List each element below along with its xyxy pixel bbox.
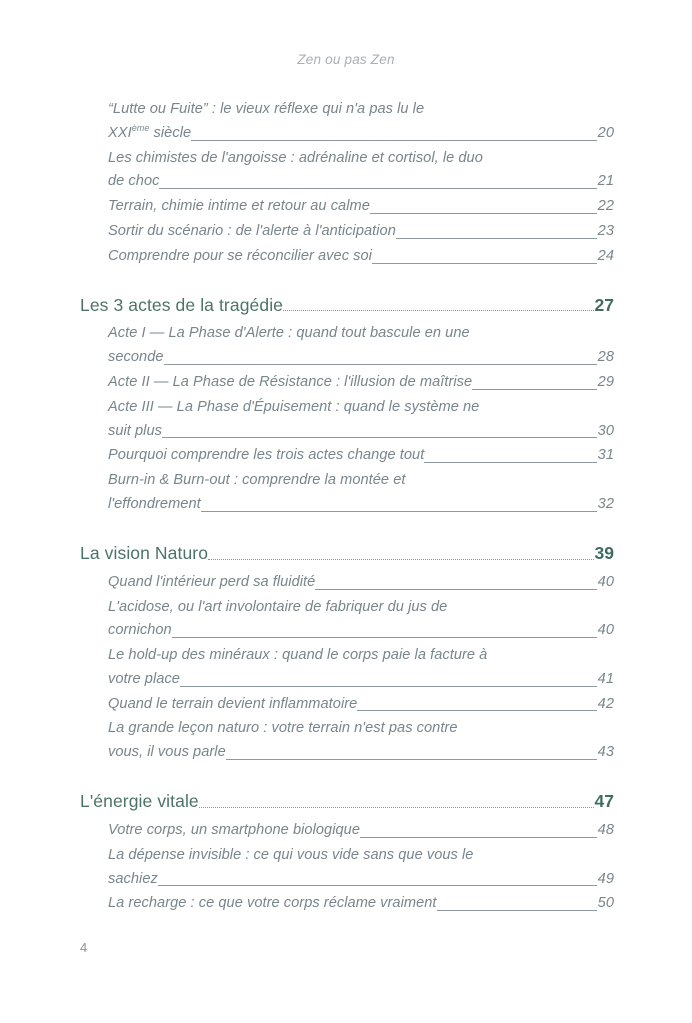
toc-entry-title-line-1: L'acidose, ou l'art involontaire de fabriquer du jus de bbox=[108, 598, 448, 615]
toc-section-heading[interactable] bbox=[80, 543, 614, 565]
toc-entry-line bbox=[108, 122, 614, 146]
toc-entry-line bbox=[108, 195, 614, 219]
toc-section-heading[interactable] bbox=[80, 295, 614, 317]
ordinal-suffix: ème bbox=[131, 122, 150, 133]
toc-entry-page-number: 30 bbox=[597, 422, 614, 439]
toc-leader-line bbox=[172, 636, 597, 638]
toc-entry-page-number: 48 bbox=[597, 821, 614, 838]
toc-entry-title: seconde bbox=[108, 349, 164, 366]
toc-section-heading[interactable] bbox=[80, 791, 614, 813]
toc-leader-line bbox=[162, 436, 597, 438]
toc-entry[interactable] bbox=[108, 220, 614, 244]
toc-leader-line bbox=[180, 685, 597, 687]
toc-entry-title: de choc bbox=[108, 173, 160, 190]
toc-entry[interactable] bbox=[108, 245, 614, 269]
toc-entry-title-line-1: Le hold-up des minéraux : quand le corps paie la facture à bbox=[108, 647, 488, 664]
toc-entry-title-line-1: Acte I — La Phase d'Alerte : quand tout bascule en une bbox=[108, 325, 470, 342]
toc-entry[interactable] bbox=[108, 147, 614, 195]
toc-entry-line bbox=[108, 220, 614, 244]
toc-entry-line bbox=[108, 346, 614, 370]
toc-leader-line bbox=[159, 187, 596, 189]
toc-leader-line bbox=[424, 461, 596, 463]
toc-entry-title: Sortir du scénario : de l'alerte à l'anticipation bbox=[108, 222, 396, 239]
toc-entry-title: Quand le terrain devient inflammatoire bbox=[108, 695, 358, 712]
toc-entry-title-line-1: “Lutte ou Fuite” : le vieux réflexe qui n'a pas lu le bbox=[108, 101, 425, 117]
toc-entry-title: l'effondrement bbox=[108, 496, 201, 513]
toc-entry-title: Pourquoi comprendre les trois actes change tout bbox=[108, 447, 425, 464]
toc-entry-line bbox=[108, 741, 614, 765]
toc-entry-title: sachiez bbox=[108, 870, 158, 887]
toc-entry-line bbox=[108, 819, 614, 843]
toc-entry-page-number: 50 bbox=[597, 895, 614, 912]
toc-entry-page-number: 49 bbox=[597, 870, 614, 887]
toc-entry[interactable] bbox=[108, 693, 614, 717]
toc-entry-page-number: 23 bbox=[597, 222, 614, 239]
toc-entry-title-line-1: La dépense invisible : ce qui vous vide sans que vous le bbox=[108, 846, 474, 863]
toc-entry-title: suit plus bbox=[108, 422, 162, 439]
toc-leader-line bbox=[396, 237, 597, 239]
toc-entry[interactable] bbox=[108, 844, 614, 892]
toc-entry-title: La recharge : ce que votre corps réclame vraiment bbox=[108, 895, 437, 912]
toc-entry-title: cornichon bbox=[108, 622, 172, 639]
toc-entry-line bbox=[108, 693, 614, 717]
toc-entry-line bbox=[108, 245, 614, 269]
footer-page-number: 4 bbox=[80, 940, 88, 955]
toc-leader-line bbox=[191, 139, 597, 141]
toc-entry-title: Comprendre pour se réconcilier avec soi bbox=[108, 247, 372, 264]
toc-leader-line bbox=[370, 212, 597, 214]
toc-entry-title-line-1: Burn-in & Burn-out : comprendre la montée et bbox=[108, 472, 406, 489]
toc-section-title: La vision Naturo bbox=[80, 542, 209, 563]
toc-entry-line bbox=[108, 571, 614, 595]
toc-entry-line bbox=[108, 493, 614, 517]
toc-leader-line bbox=[360, 836, 597, 838]
toc-entry-page-number: 20 bbox=[597, 124, 614, 141]
toc-entry-title-line-1: Acte III — La Phase d'Épuisement : quand le système ne bbox=[108, 398, 480, 415]
toc-section-title: L'énergie vitale bbox=[80, 791, 199, 812]
toc-entry-title: votre place bbox=[108, 670, 180, 687]
toc-entry-title: Votre corps, un smartphone biologique bbox=[108, 821, 360, 838]
toc-leader-line bbox=[201, 510, 597, 512]
toc-section-leader-dots bbox=[208, 559, 593, 560]
toc-entry-line bbox=[108, 371, 614, 395]
toc-section-page-number: 27 bbox=[594, 294, 614, 315]
toc-entry-page-number: 42 bbox=[597, 695, 614, 712]
toc-leader-line bbox=[164, 363, 597, 365]
toc-entry[interactable] bbox=[108, 98, 614, 146]
toc-entry[interactable] bbox=[108, 644, 614, 692]
toc-section-leader-dots bbox=[199, 807, 594, 808]
running-header: Zen ou pas Zen bbox=[297, 52, 395, 67]
toc-entry[interactable] bbox=[108, 717, 614, 765]
toc-entry-line bbox=[108, 170, 614, 194]
toc-entry-page-number: 22 bbox=[597, 198, 614, 215]
table-of-contents bbox=[80, 98, 614, 917]
toc-entry-title: Quand l'intérieur perd sa fluidité bbox=[108, 573, 316, 590]
toc-entry[interactable] bbox=[108, 396, 614, 444]
toc-entry-title-line-1: Les chimistes de l'angoisse : adrénaline et cortisol, le duo bbox=[108, 149, 483, 166]
toc-leader-line bbox=[372, 262, 597, 264]
toc-entry-page-number: 28 bbox=[597, 349, 614, 366]
toc-entry[interactable] bbox=[108, 322, 614, 370]
toc-entry[interactable] bbox=[108, 571, 614, 595]
toc-entry-title: XXIème siècle bbox=[108, 122, 192, 141]
toc-entry-page-number: 43 bbox=[597, 744, 614, 761]
toc-leader-line bbox=[472, 388, 596, 390]
toc-entry-line bbox=[108, 444, 614, 468]
toc-leader-line bbox=[226, 758, 597, 760]
toc-entry-title: Acte II — La Phase de Résistance : l'illusion de maîtrise bbox=[108, 374, 473, 391]
toc-section-title: Les 3 actes de la tragédie bbox=[80, 294, 284, 315]
toc-entry-page-number: 29 bbox=[597, 374, 614, 391]
toc-entry-page-number: 32 bbox=[597, 496, 614, 513]
toc-entry[interactable] bbox=[108, 371, 614, 395]
toc-entry-page-number: 31 bbox=[597, 447, 614, 464]
toc-entry[interactable] bbox=[108, 892, 614, 916]
toc-entry-line bbox=[108, 668, 614, 692]
toc-entry[interactable] bbox=[108, 195, 614, 219]
toc-entry-title: Terrain, chimie intime et retour au calme bbox=[108, 198, 370, 215]
toc-entry-line bbox=[108, 892, 614, 916]
toc-entry-line bbox=[108, 420, 614, 444]
toc-entry-title: vous, il vous parle bbox=[108, 744, 226, 761]
toc-leader-line bbox=[315, 588, 596, 590]
toc-entry-page-number: 40 bbox=[597, 622, 614, 639]
toc-section-page-number: 39 bbox=[594, 542, 614, 563]
toc-entry-page-number: 24 bbox=[597, 247, 614, 264]
toc-leader-line bbox=[357, 709, 596, 711]
toc-entry-page-number: 40 bbox=[597, 573, 614, 590]
toc-entry-line bbox=[108, 868, 614, 892]
toc-leader-line bbox=[437, 909, 597, 911]
toc-entry[interactable] bbox=[108, 469, 614, 517]
toc-entry-page-number: 21 bbox=[597, 173, 614, 190]
toc-entry-page-number: 41 bbox=[597, 670, 614, 687]
toc-section-leader-dots bbox=[283, 310, 594, 311]
toc-section-page-number: 47 bbox=[594, 791, 614, 812]
toc-entry[interactable] bbox=[108, 596, 614, 644]
toc-entry[interactable] bbox=[108, 444, 614, 468]
toc-entry[interactable] bbox=[108, 819, 614, 843]
toc-entry-line bbox=[108, 619, 614, 643]
toc-entry-title-line-1: La grande leçon naturo : votre terrain n'est pas contre bbox=[108, 720, 458, 737]
toc-leader-line bbox=[158, 884, 597, 886]
